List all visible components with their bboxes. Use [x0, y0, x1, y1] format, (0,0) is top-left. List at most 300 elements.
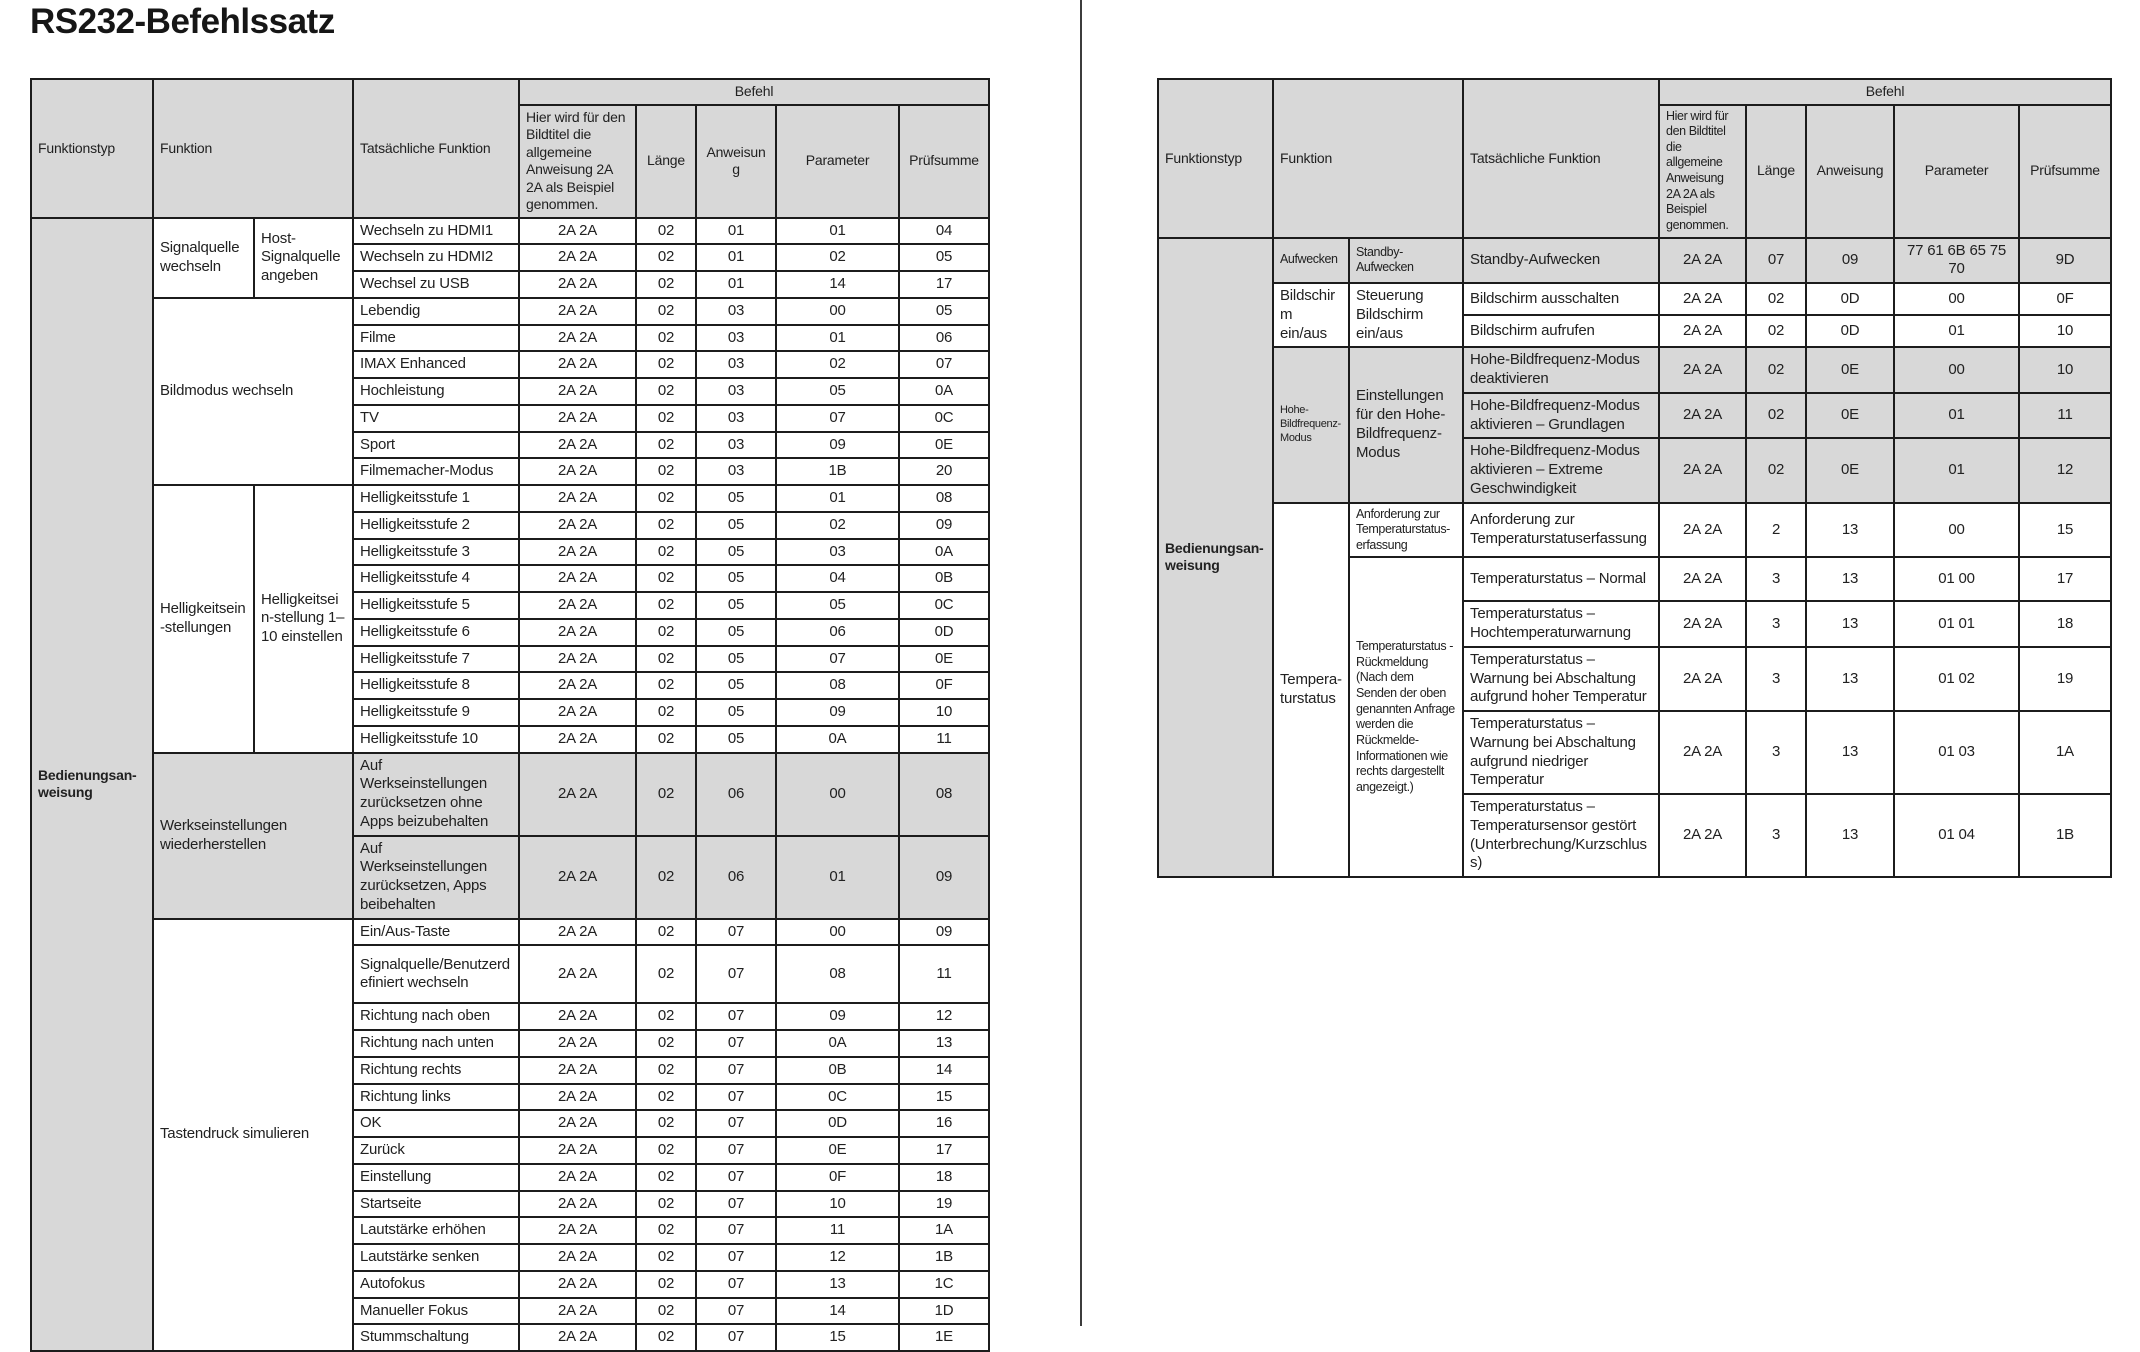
- table-cell: 1B: [776, 458, 899, 485]
- table-cell: Sport: [353, 432, 519, 459]
- table-cell: 2A 2A: [519, 1030, 636, 1057]
- table-cell: 02: [636, 1084, 696, 1111]
- table-cell: 11: [776, 1217, 899, 1244]
- table-cell: Helligkeitsstufe 3: [353, 539, 519, 566]
- table-cell: Helligkeitsstufe 5: [353, 592, 519, 619]
- table-cell: 01 00: [1894, 557, 2019, 601]
- table-cell: 0E: [1806, 347, 1894, 393]
- table-cell: 03: [696, 432, 776, 459]
- table-cell: 01: [696, 218, 776, 245]
- table-cell: 0D: [899, 619, 989, 646]
- table-cell: Filme: [353, 325, 519, 352]
- table-cell: 13: [1806, 601, 1894, 647]
- table-cell: 2A 2A: [519, 271, 636, 298]
- table-cell: 02: [636, 1244, 696, 1271]
- table-cell: 06: [776, 619, 899, 646]
- table-cell: 04: [776, 565, 899, 592]
- table-cell: 01: [776, 218, 899, 245]
- table-cell: 3: [1746, 794, 1806, 877]
- table-cell: 05: [696, 565, 776, 592]
- table-cell: 1D: [899, 1298, 989, 1325]
- column-header: Prüfsumme: [899, 105, 989, 218]
- table-cell: 05: [776, 378, 899, 405]
- table-cell: Filmemacher-Modus: [353, 458, 519, 485]
- header-row: [1158, 79, 2111, 105]
- table-cell: Temperaturstatus – Warnung bei Abschaltung aufgrund hoher Temperatur: [1463, 647, 1659, 711]
- table-cell: 0C: [899, 592, 989, 619]
- table-cell: 01: [696, 271, 776, 298]
- table-cell: 0A: [899, 539, 989, 566]
- table-cell: 00: [1894, 283, 2019, 315]
- table-cell: 0E: [899, 432, 989, 459]
- table-cell: 2A 2A: [519, 726, 636, 753]
- table-cell: 2A 2A: [519, 592, 636, 619]
- table-cell: 05: [696, 485, 776, 512]
- column-header: Funktion: [153, 79, 353, 218]
- table-cell: 2A 2A: [519, 1084, 636, 1111]
- table-cell: 02: [636, 592, 696, 619]
- table-cell: 15: [2019, 503, 2111, 558]
- table-cell: 0D: [776, 1110, 899, 1137]
- page-title: RS232-Befehlssatz: [30, 2, 335, 41]
- table-cell: Manueller Fokus: [353, 1298, 519, 1325]
- table-cell: 0E: [899, 646, 989, 673]
- table-cell: 00: [776, 919, 899, 946]
- table-cell: 2A 2A: [1659, 601, 1746, 647]
- table-row: [1158, 283, 2111, 315]
- left-command-table: [30, 78, 990, 1352]
- table-cell: 09: [776, 432, 899, 459]
- table-cell: 02: [636, 271, 696, 298]
- table-cell: 13: [1806, 711, 1894, 794]
- table-cell: Standby-Aufwecken: [1463, 238, 1659, 284]
- table-cell: 05: [899, 298, 989, 325]
- table-cell: Lautstärke erhöhen: [353, 1217, 519, 1244]
- page-divider: [1080, 0, 1082, 1326]
- table-cell: 2A 2A: [519, 1137, 636, 1164]
- table-cell: 05: [696, 512, 776, 539]
- table-row: [31, 919, 989, 946]
- table-cell: 07: [696, 1030, 776, 1057]
- table-cell: 08: [899, 485, 989, 512]
- table-cell: 07: [696, 1137, 776, 1164]
- table-cell: 02: [1746, 315, 1806, 347]
- table-cell: 17: [899, 1137, 989, 1164]
- table-cell: 0F: [776, 1164, 899, 1191]
- table-cell: 12: [776, 1244, 899, 1271]
- table-row: [31, 485, 989, 512]
- table-cell: Richtung links: [353, 1084, 519, 1111]
- table-cell: 14: [899, 1057, 989, 1084]
- table-cell: Zurück: [353, 1137, 519, 1164]
- table-cell: 02: [636, 378, 696, 405]
- table-cell: 19: [899, 1191, 989, 1218]
- table-cell: 02: [776, 512, 899, 539]
- table-cell: 2A 2A: [1659, 283, 1746, 315]
- table-cell: 07: [696, 1084, 776, 1111]
- table-cell: 13: [1806, 794, 1894, 877]
- table-cell: 12: [2019, 438, 2111, 502]
- table-cell: 03: [696, 325, 776, 352]
- table-cell: 08: [899, 753, 989, 836]
- table-cell: 3: [1746, 601, 1806, 647]
- table-cell: 02: [636, 1271, 696, 1298]
- table-cell: 2A 2A: [519, 1003, 636, 1030]
- table-cell: 02: [636, 432, 696, 459]
- table-row: [1158, 347, 2111, 393]
- table-cell: 02: [636, 1030, 696, 1057]
- table-cell: 2A 2A: [519, 646, 636, 673]
- table-cell: 05: [776, 592, 899, 619]
- table-cell: 05: [696, 699, 776, 726]
- table-cell: 2A 2A: [1659, 393, 1746, 439]
- table-cell: 2A 2A: [519, 1057, 636, 1084]
- table-cell: 01: [1894, 393, 2019, 439]
- table-cell: 0E: [776, 1137, 899, 1164]
- table-cell: 09: [899, 919, 989, 946]
- table-cell: Helligkeitsstufe 6: [353, 619, 519, 646]
- table-cell: 02: [636, 1324, 696, 1351]
- table-cell: 02: [636, 405, 696, 432]
- table-cell: 2A 2A: [519, 244, 636, 271]
- table-cell: 2A 2A: [519, 539, 636, 566]
- table-cell: Signalquelle/Benutzerdefiniert wechseln: [353, 945, 519, 1003]
- table-cell: Werkseinstellungen wiederherstellen: [153, 753, 353, 919]
- table-cell: 13: [776, 1271, 899, 1298]
- table-cell: Host-Signalquelle angeben: [254, 218, 353, 298]
- table-cell: 02: [636, 672, 696, 699]
- table-cell: 77 61 6B 65 75 70: [1894, 238, 2019, 284]
- table-cell: 2A 2A: [519, 298, 636, 325]
- table-cell: Signalquelle wechseln: [153, 218, 254, 298]
- table-cell: 03: [696, 405, 776, 432]
- table-cell: Autofokus: [353, 1271, 519, 1298]
- table-cell: 01: [776, 485, 899, 512]
- table-cell: 17: [2019, 557, 2111, 601]
- column-header: Funktion: [1273, 79, 1463, 238]
- table-cell: 2A 2A: [519, 351, 636, 378]
- table-cell: 1A: [2019, 711, 2111, 794]
- header-row: [31, 79, 989, 105]
- table-cell: 03: [696, 351, 776, 378]
- table-cell: 10: [2019, 315, 2111, 347]
- table-cell: IMAX Enhanced: [353, 351, 519, 378]
- table-cell: 1C: [899, 1271, 989, 1298]
- table-row: [1158, 503, 2111, 558]
- table-cell: 2A 2A: [1659, 711, 1746, 794]
- table-cell: 12: [899, 1003, 989, 1030]
- table-cell: 3: [1746, 557, 1806, 601]
- table-cell: 01: [696, 244, 776, 271]
- table-cell: 07: [696, 919, 776, 946]
- table-cell: 2A 2A: [519, 378, 636, 405]
- table-cell: 18: [2019, 601, 2111, 647]
- table-cell: 09: [899, 836, 989, 919]
- table-cell: 2: [1746, 503, 1806, 558]
- table-cell: 2A 2A: [519, 699, 636, 726]
- table-cell: Stummschaltung: [353, 1324, 519, 1351]
- table-cell: 15: [899, 1084, 989, 1111]
- column-header: Tatsächliche Funktion: [353, 79, 519, 218]
- table-cell: 0F: [899, 672, 989, 699]
- table-cell: Richtung nach unten: [353, 1030, 519, 1057]
- table-cell: 10: [2019, 347, 2111, 393]
- table-cell: 01: [776, 836, 899, 919]
- table-cell: 1E: [899, 1324, 989, 1351]
- column-header: Tatsächliche Funktion: [1463, 79, 1659, 238]
- table-cell: Helligkeitsstufe 9: [353, 699, 519, 726]
- table-cell: 00: [1894, 503, 2019, 558]
- table-cell: 01: [776, 325, 899, 352]
- table-cell: 20: [899, 458, 989, 485]
- table-cell: Steuerung Bildschirm ein/aus: [1349, 283, 1463, 347]
- table-cell: 07: [776, 646, 899, 673]
- table-cell: Temperaturstatus – Normal: [1463, 557, 1659, 601]
- table-cell: 02: [636, 298, 696, 325]
- table-cell: 02: [776, 244, 899, 271]
- table-cell: Helligkeitsstufe 7: [353, 646, 519, 673]
- table-cell: 10: [776, 1191, 899, 1218]
- table-cell: 11: [899, 945, 989, 1003]
- table-cell: 02: [636, 325, 696, 352]
- table-cell: 2A 2A: [519, 672, 636, 699]
- table-cell: 09: [776, 699, 899, 726]
- table-cell: 06: [899, 325, 989, 352]
- table-cell: 07: [899, 351, 989, 378]
- table-cell: 07: [696, 1217, 776, 1244]
- table-cell: Bedienungsan-weisung: [1158, 238, 1273, 878]
- table-cell: 13: [1806, 647, 1894, 711]
- table-cell: 02: [636, 1137, 696, 1164]
- table-cell: 11: [899, 726, 989, 753]
- column-header: Parameter: [776, 105, 899, 218]
- table-cell: 0C: [899, 405, 989, 432]
- table-cell: 3: [1746, 711, 1806, 794]
- table-cell: 19: [2019, 647, 2111, 711]
- table-cell: 09: [1806, 238, 1894, 284]
- column-header: Befehl: [519, 79, 989, 105]
- table-cell: 0F: [2019, 283, 2111, 315]
- table-cell: 14: [776, 271, 899, 298]
- table-cell: 9D: [2019, 238, 2111, 284]
- table-cell: 04: [899, 218, 989, 245]
- table-cell: 01 04: [1894, 794, 2019, 877]
- table-cell: 05: [696, 672, 776, 699]
- table-cell: 02: [636, 646, 696, 673]
- table-cell: Lebendig: [353, 298, 519, 325]
- table-cell: Bildschirm ausschalten: [1463, 283, 1659, 315]
- table-cell: 02: [776, 351, 899, 378]
- table-cell: Einstellungen für den Hohe-Bildfrequenz-Modus: [1349, 347, 1463, 502]
- table-cell: 06: [696, 836, 776, 919]
- table-cell: Anforderung zur Temperaturstatus-erfassung: [1349, 503, 1463, 558]
- table-cell: Temperaturstatus -Rückmeldung (Nach dem Senden der oben genannten Anfrage werden die Rückmelde-Informationen wie rechts dargestellt angezeigt.): [1349, 557, 1463, 877]
- table-cell: 00: [776, 753, 899, 836]
- table-cell: OK: [353, 1110, 519, 1137]
- table-cell: Richtung rechts: [353, 1057, 519, 1084]
- table-cell: 13: [899, 1030, 989, 1057]
- table-cell: Helligkeitsein-stellungen: [153, 485, 254, 753]
- table-cell: 0B: [899, 565, 989, 592]
- table-cell: 01 03: [1894, 711, 2019, 794]
- table-cell: 02: [636, 512, 696, 539]
- table-cell: Helligkeitsstufe 8: [353, 672, 519, 699]
- table-cell: 02: [636, 699, 696, 726]
- table-cell: 1B: [899, 1244, 989, 1271]
- table-cell: 2A 2A: [1659, 238, 1746, 284]
- table-cell: 02: [636, 726, 696, 753]
- table-cell: 08: [776, 672, 899, 699]
- table-cell: 07: [696, 1191, 776, 1218]
- table-cell: 02: [636, 919, 696, 946]
- table-cell: 06: [696, 753, 776, 836]
- table-cell: 2A 2A: [519, 1244, 636, 1271]
- table-cell: 13: [1806, 503, 1894, 558]
- table-cell: Hohe-Bildfrequenz-Modus aktivieren – Grundlagen: [1463, 393, 1659, 439]
- table-cell: Lautstärke senken: [353, 1244, 519, 1271]
- table-cell: 02: [636, 485, 696, 512]
- table-cell: Startseite: [353, 1191, 519, 1218]
- table-cell: 0E: [1806, 393, 1894, 439]
- table-cell: 2A 2A: [519, 1191, 636, 1218]
- table-cell: 05: [696, 539, 776, 566]
- table-cell: 00: [776, 298, 899, 325]
- table-cell: 2A 2A: [519, 1324, 636, 1351]
- table-cell: Bildschirm ein/aus: [1273, 283, 1349, 347]
- table-cell: 09: [899, 512, 989, 539]
- table-cell: Hohe-Bildfrequenz-Modus aktivieren – Extreme Geschwindigkeit: [1463, 438, 1659, 502]
- table-cell: 0B: [776, 1057, 899, 1084]
- table-cell: Temperaturstatus – Temperatursensor gestört (Unterbrechung/Kurzschluss): [1463, 794, 1659, 877]
- table-cell: 02: [636, 1298, 696, 1325]
- table-row: [1158, 238, 2111, 284]
- table-cell: 2A 2A: [1659, 347, 1746, 393]
- table-cell: 02: [636, 244, 696, 271]
- table-cell: 2A 2A: [519, 405, 636, 432]
- table-cell: Aufwecken: [1273, 238, 1349, 284]
- table-cell: 15: [776, 1324, 899, 1351]
- table-cell: 2A 2A: [519, 1271, 636, 1298]
- table-cell: 0A: [776, 726, 899, 753]
- table-cell: 17: [899, 271, 989, 298]
- table-cell: Standby-Aufwecken: [1349, 238, 1463, 284]
- table-cell: 2A 2A: [519, 512, 636, 539]
- table-cell: 2A 2A: [519, 619, 636, 646]
- column-header: Anweisung: [696, 105, 776, 218]
- column-header: Anweisung: [1806, 105, 1894, 238]
- table-cell: Bildschirm aufrufen: [1463, 315, 1659, 347]
- table-cell: 2A 2A: [519, 753, 636, 836]
- table-cell: Helligkeitsstufe 2: [353, 512, 519, 539]
- table-cell: 14: [776, 1298, 899, 1325]
- table-cell: Wechseln zu HDMI2: [353, 244, 519, 271]
- table-cell: 2A 2A: [519, 1298, 636, 1325]
- table-cell: 00: [1894, 347, 2019, 393]
- table-cell: 13: [1806, 557, 1894, 601]
- table-cell: 02: [636, 1057, 696, 1084]
- table-cell: Hohe-Bildfrequenz-Modus: [1273, 347, 1349, 502]
- table-cell: 2A 2A: [519, 919, 636, 946]
- table-cell: 07: [696, 1244, 776, 1271]
- table-cell: Helligkeitsstufe 1: [353, 485, 519, 512]
- table-cell: 0A: [899, 378, 989, 405]
- table-cell: 02: [636, 945, 696, 1003]
- table-cell: Bedienungsan-weisung: [31, 218, 153, 1352]
- table-cell: 2A 2A: [1659, 503, 1746, 558]
- table-cell: 08: [776, 945, 899, 1003]
- table-cell: 1B: [2019, 794, 2111, 877]
- table-cell: 2A 2A: [519, 218, 636, 245]
- table-cell: 03: [696, 298, 776, 325]
- table-cell: 05: [696, 592, 776, 619]
- table-cell: 01: [1894, 438, 2019, 502]
- table-cell: 2A 2A: [1659, 315, 1746, 347]
- table-cell: Helligkeitsein-stellung 1–10 einstellen: [254, 485, 353, 753]
- table-cell: 18: [899, 1164, 989, 1191]
- table-cell: 2A 2A: [519, 1217, 636, 1244]
- column-header: Prüfsumme: [2019, 105, 2111, 238]
- table-cell: 2A 2A: [1659, 557, 1746, 601]
- table-cell: 05: [696, 726, 776, 753]
- table-cell: 01: [1894, 315, 2019, 347]
- table-cell: Richtung nach oben: [353, 1003, 519, 1030]
- table-cell: Helligkeitsstufe 10: [353, 726, 519, 753]
- table-cell: 2A 2A: [519, 1164, 636, 1191]
- table-cell: 07: [696, 945, 776, 1003]
- table-cell: 05: [696, 646, 776, 673]
- table-cell: 02: [636, 539, 696, 566]
- table-cell: 07: [696, 1003, 776, 1030]
- column-header: Hier wird für den Bildtitel die allgemeine Anweisung 2A 2A als Beispiel genommen.: [519, 105, 636, 218]
- column-header: Funktionstyp: [1158, 79, 1273, 238]
- table-cell: 05: [696, 619, 776, 646]
- table-cell: 07: [1746, 238, 1806, 284]
- table-cell: Tastendruck simulieren: [153, 919, 353, 1352]
- table-row: [31, 218, 989, 245]
- column-header: Länge: [1746, 105, 1806, 238]
- table-cell: 16: [899, 1110, 989, 1137]
- table-cell: Temperaturstatus – Hochtemperaturwarnung: [1463, 601, 1659, 647]
- table-cell: 02: [636, 1191, 696, 1218]
- table-cell: Helligkeitsstufe 4: [353, 565, 519, 592]
- table-cell: 02: [636, 1164, 696, 1191]
- table-cell: 0E: [1806, 438, 1894, 502]
- table-cell: 03: [696, 378, 776, 405]
- table-cell: 02: [636, 1110, 696, 1137]
- table-cell: Tempera-turstatus: [1273, 503, 1349, 878]
- table-cell: 07: [696, 1298, 776, 1325]
- table-cell: 07: [696, 1057, 776, 1084]
- table-cell: 0A: [776, 1030, 899, 1057]
- table-cell: 02: [636, 753, 696, 836]
- table-cell: 10: [899, 699, 989, 726]
- table-cell: 07: [696, 1271, 776, 1298]
- table-cell: Hochleistung: [353, 378, 519, 405]
- table-cell: 2A 2A: [519, 325, 636, 352]
- table-cell: 02: [636, 836, 696, 919]
- table-cell: 02: [636, 1003, 696, 1030]
- table-cell: 2A 2A: [519, 945, 636, 1003]
- table-cell: 02: [1746, 283, 1806, 315]
- table-cell: 02: [636, 565, 696, 592]
- table-cell: 07: [776, 405, 899, 432]
- table-cell: Wechseln zu HDMI1: [353, 218, 519, 245]
- table-cell: Anforderung zur Temperaturstatuserfassung: [1463, 503, 1659, 558]
- table-cell: TV: [353, 405, 519, 432]
- table-cell: 0D: [1806, 283, 1894, 315]
- table-cell: 02: [636, 458, 696, 485]
- table-cell: Wechsel zu USB: [353, 271, 519, 298]
